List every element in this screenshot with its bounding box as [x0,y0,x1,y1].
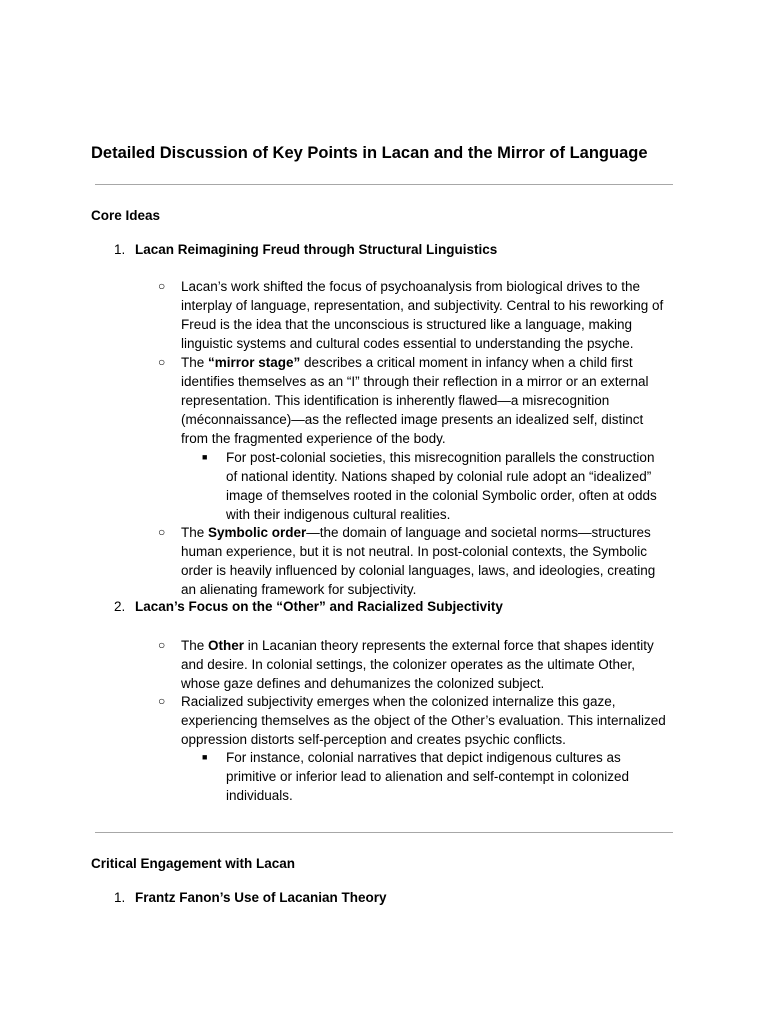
text-run: The [181,355,209,370]
text-line: representation. This identification is inherently flawed—a misrecognition [181,393,610,408]
text-line: identifies themselves as an “I” through their reflection in a mirror or an external [181,374,649,389]
text-line: (méconnaissance)—as the reflected image presents an idealized self, distinct [181,412,644,427]
text-run: —the domain of language and societal norms—structures [306,525,651,540]
bold-term: Other [208,638,245,653]
bold-term: “mirror stage” [208,355,301,370]
list-item [158,523,681,599]
item-title: Frantz Fanon’s Use of Lacanian Theory [135,890,387,905]
sub-list-item [202,448,676,524]
text-line [181,636,681,655]
hollow-bullet-icon: ○ [158,279,166,293]
text-line: individuals. [226,788,293,803]
text-line: an alienating framework for subjectivity. [181,582,417,597]
list-item [158,636,681,693]
numbered-item [114,890,387,905]
item-title: Lacan Reimagining Freud through Structural Linguistics [135,242,498,257]
document-title: Detailed Discussion of Key Points in Lacan and the Mirror of Language [91,144,648,162]
square-bullet-icon: ■ [202,752,208,762]
text-line: Freud is the idea that the unconscious is structured like a language, making [181,317,633,332]
numbered-item [114,599,503,614]
section-heading-critical-engagement: Critical Engagement with Lacan [91,856,296,871]
list-item [158,692,681,749]
text-line: of national identity. Nations shaped by colonial rule adopt an “idealized” [226,469,652,484]
bold-term: Symbolic order [208,525,307,540]
text-line: interplay of language, representation, and subjectivity. Central to his reworking of [181,298,664,313]
hollow-bullet-icon: ○ [158,694,166,708]
hollow-bullet-icon: ○ [158,638,166,652]
item-number: 2. [114,599,126,614]
text-line: with their indigenous cultural realities. [226,507,451,522]
text-line: primitive or inferior lead to alienation and self-contempt in colonized [226,769,629,784]
list-item [158,353,681,448]
text-line: order is heavily influenced by colonial languages, laws, and ideologies, creating [181,563,656,578]
text-line: For post-colonial societies, this misrecognition parallels the construction [226,450,655,465]
horizontal-divider [95,832,673,833]
item-number: 1. [114,890,126,905]
text-line: linguistic systems and cultural codes essential to understanding the psyche. [181,336,634,351]
section-heading-core-ideas: Core Ideas [91,208,161,223]
text-run: in Lacanian theory represents the external force that shapes identity [244,638,654,653]
text-line: human experience, but it is not neutral. In post-colonial contexts, the Symbolic [181,544,648,559]
text-line: image of themselves rooted in the colonial Symbolic order, often at odds [226,488,657,503]
text-line: experiencing themselves as the object of the Other’s evaluation. This internalized [181,713,666,728]
text-line: oppression distorts self-perception and creates psychic conflicts. [181,732,566,747]
text-run: The [181,638,209,653]
text-line: and desire. In colonial settings, the colonizer operates as the ultimate Other, [181,657,636,672]
text-line: whose gaze defines and dehumanizes the colonized subject. [181,676,545,691]
text-line: Racialized subjectivity emerges when the colonized internalize this gaze, [181,694,616,709]
item-title: Lacan’s Focus on the “Other” and Racialized Subjectivity [135,599,503,614]
text-run: describes a critical moment in infancy when a child first [300,355,633,370]
text-line: from the fragmented experience of the body. [181,431,446,446]
item-number: 1. [114,242,126,257]
hollow-bullet-icon: ○ [158,355,166,369]
text-run: The [181,525,209,540]
hollow-bullet-icon: ○ [158,525,166,539]
numbered-item [114,242,497,257]
text-line [181,353,681,372]
text-line: For instance, colonial narratives that depict indigenous cultures as [226,750,621,765]
text-line: Lacan’s work shifted the focus of psychoanalysis from biological drives to the [181,279,640,294]
square-bullet-icon: ■ [202,452,208,462]
text-line [181,523,681,542]
horizontal-divider [95,184,673,185]
list-item [158,277,681,353]
sub-list-item [202,748,676,805]
